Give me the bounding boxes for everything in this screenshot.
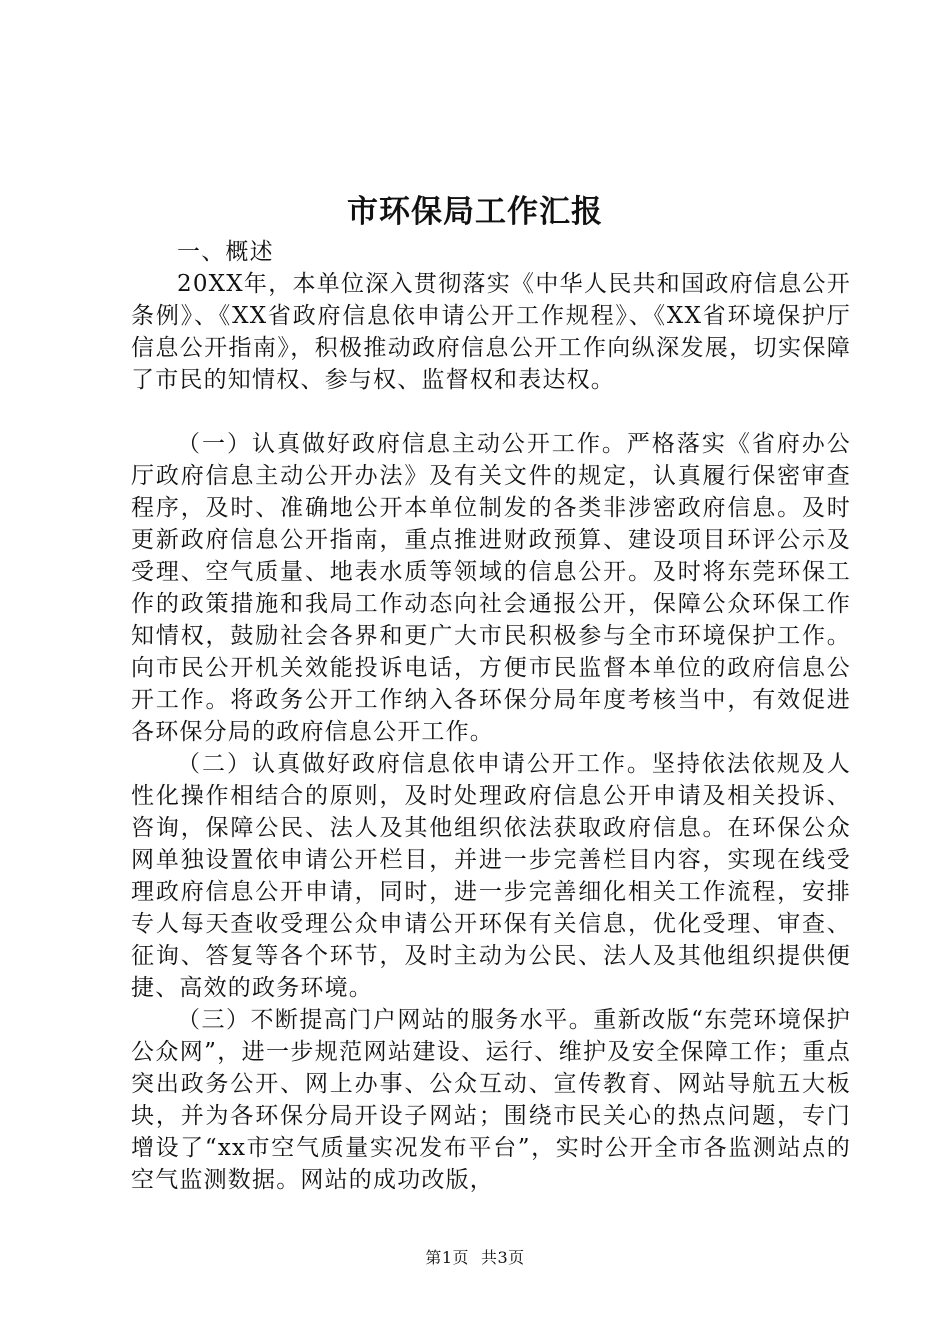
paragraph-section-3: （三）不断提高门户网站的服务水平。重新改版“东莞环境保护公众网”，进一步规范网站建设、运行、维护及安全保障工作；重点突出政务公开、网上办事、公众互动、宣传教育、网站导航五大板块，并为各环保分局开设子网站；围绕市民关心的热点问题，专门增设了“xx市空气质量实况发布平台”，实时公开全市各监测站点的空气监测数据。网站的成功改版， [131,1007,851,1193]
section-heading-overview: 一、概述 [177,239,274,265]
paragraph-overview: 20XX年，本单位深入贯彻落实《中华人民共和国政府信息公开条例》、《XX省政府信息依申请公开工作规程》、《XX省环境保护厅信息公开指南》，积极推动政府信息公开工作向纵深发展，切实保障了市民的知情权、参与权、监督权和表达权。 [131,271,851,393]
document-title: 市环保局工作汇报 [347,194,603,230]
document-body [131,236,851,1196]
page-number-current: 第1页 [425,1248,469,1267]
page-number-total: 共3页 [481,1248,525,1267]
page-footer [0,1245,950,1268]
paragraph-section-1: （一）认真做好政府信息主动公开工作。严格落实《省府办公厅政府信息主动公开办法》及有关文件的规定，认真履行保密审查程序，及时、准确地公开本单位制发的各类非涉密政府信息。及时更新政府信息公开指南，重点推进财政预算、建设项目环评公示及受理、空气质量、地表水质等领域的信息公开。及时将东莞环保工作的政策措施和我局工作动态向社会通报公开，保障公众环保工作知情权，鼓励社会各界和更广大市民积极参与全市环境保护工作。向市民公开机关效能投诉电话，方便市民监督本单位的政府信息公开工作。将政务公开工作纳入各环保分局年度考核当中，有效促进各环保分局的政府信息公开工作。 [131,431,851,745]
paragraph-section-2: （二）认真做好政府信息依申请公开工作。坚持依法依规及人性化操作相结合的原则，及时处理政府信息公开申请及相关投诉、咨询，保障公民、法人及其他组织依法获取政府信息。在环保公众网单独设置依申请公开栏目，并进一步完善栏目内容，实现在线受理政府信息公开申请，同时，进一步完善细化相关工作流程，安排专人每天查收受理公众申请公开环保有关信息，优化受理、审查、征询、答复等各个环节，及时主动为公民、法人及其他组织提供便捷、高效的政务环境。 [131,751,851,1001]
